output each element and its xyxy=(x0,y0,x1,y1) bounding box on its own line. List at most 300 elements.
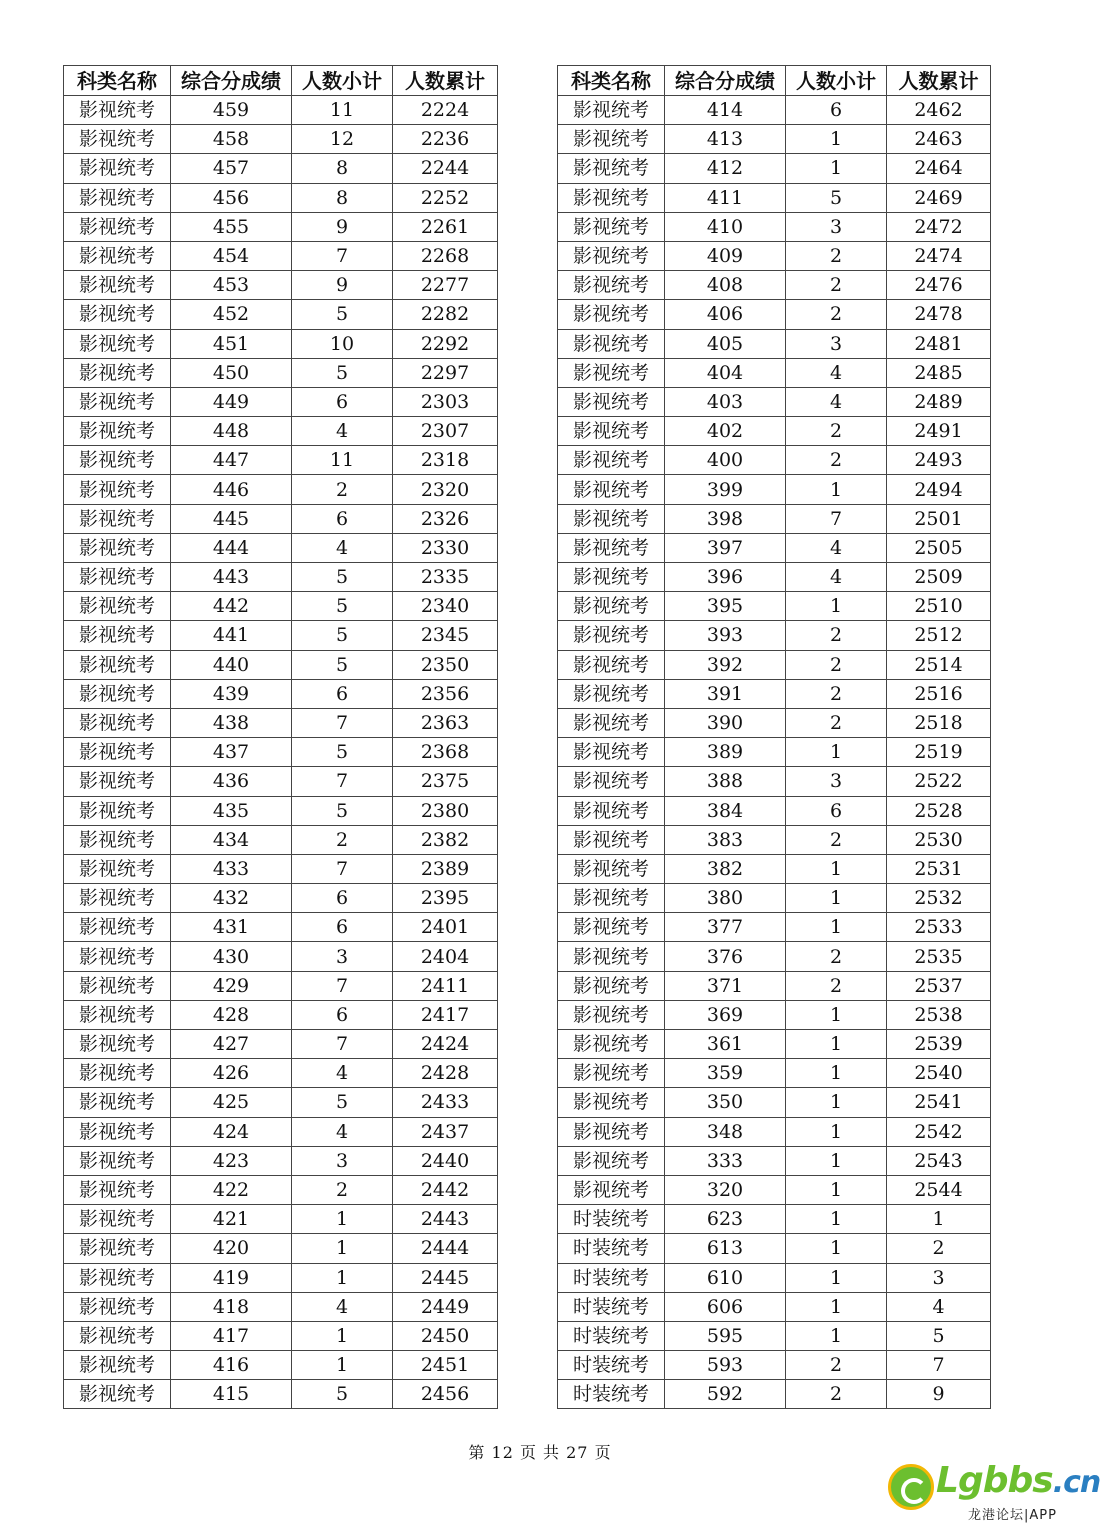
cell-count: 5 xyxy=(292,563,393,592)
cell-category: 影视统考 xyxy=(64,621,171,650)
table-row xyxy=(558,271,991,300)
cell-score: 402 xyxy=(665,417,786,446)
cell-cumulative: 2462 xyxy=(887,96,991,125)
cell-score: 409 xyxy=(665,241,786,270)
cell-score: 438 xyxy=(171,708,292,737)
cell-score: 423 xyxy=(171,1146,292,1175)
cell-count: 7 xyxy=(292,708,393,737)
cell-score: 613 xyxy=(665,1234,786,1263)
cell-score: 445 xyxy=(171,504,292,533)
cell-count: 1 xyxy=(786,1030,887,1059)
table-row xyxy=(64,1263,498,1292)
cell-category: 影视统考 xyxy=(558,300,665,329)
table-row xyxy=(64,271,498,300)
cell-count: 1 xyxy=(292,1321,393,1350)
table-row xyxy=(558,417,991,446)
cell-category: 影视统考 xyxy=(64,329,171,358)
cell-count: 1 xyxy=(786,1263,887,1292)
cell-cumulative: 2537 xyxy=(887,971,991,1000)
table-row xyxy=(64,1000,498,1029)
cell-count: 2 xyxy=(292,475,393,504)
cell-count: 6 xyxy=(292,913,393,942)
cell-cumulative: 2335 xyxy=(393,563,498,592)
table-row xyxy=(558,183,991,212)
cell-count: 7 xyxy=(292,241,393,270)
table-row xyxy=(558,154,991,183)
header-score: 综合分成绩 xyxy=(665,66,786,96)
table-row xyxy=(558,96,991,125)
cell-score: 434 xyxy=(171,825,292,854)
table-row xyxy=(64,1234,498,1263)
cell-score: 348 xyxy=(665,1117,786,1146)
cell-count: 1 xyxy=(292,1351,393,1380)
table-row xyxy=(64,241,498,270)
table-row xyxy=(64,154,498,183)
cell-count: 3 xyxy=(292,942,393,971)
cell-score: 320 xyxy=(665,1175,786,1204)
header-count: 人数小计 xyxy=(292,66,393,96)
cell-count: 5 xyxy=(292,1380,393,1409)
cell-category: 影视统考 xyxy=(558,1030,665,1059)
cell-cumulative: 2368 xyxy=(393,738,498,767)
table-body-left xyxy=(64,96,498,1409)
cell-count: 6 xyxy=(786,796,887,825)
cell-score: 422 xyxy=(171,1175,292,1204)
cell-category: 影视统考 xyxy=(64,884,171,913)
cell-count: 2 xyxy=(786,650,887,679)
cell-cumulative: 2514 xyxy=(887,650,991,679)
cell-category: 影视统考 xyxy=(64,1234,171,1263)
cell-cumulative: 2303 xyxy=(393,387,498,416)
logo-brand: Lgbbs xyxy=(936,1460,1053,1501)
cell-score: 404 xyxy=(665,358,786,387)
cell-score: 448 xyxy=(171,417,292,446)
cell-score: 444 xyxy=(171,533,292,562)
cell-cumulative: 2450 xyxy=(393,1321,498,1350)
cell-category: 影视统考 xyxy=(558,446,665,475)
cell-cumulative: 3 xyxy=(887,1263,991,1292)
cell-count: 1 xyxy=(292,1263,393,1292)
cell-cumulative: 2543 xyxy=(887,1146,991,1175)
cell-count: 11 xyxy=(292,446,393,475)
table-row xyxy=(558,621,991,650)
table-row xyxy=(558,1205,991,1234)
table-row xyxy=(64,650,498,679)
cell-category: 影视统考 xyxy=(64,796,171,825)
cell-score: 595 xyxy=(665,1321,786,1350)
cell-cumulative: 2463 xyxy=(887,125,991,154)
cell-category: 影视统考 xyxy=(558,738,665,767)
cell-category: 影视统考 xyxy=(558,504,665,533)
cell-score: 390 xyxy=(665,708,786,737)
cell-cumulative: 2501 xyxy=(887,504,991,533)
cell-score: 414 xyxy=(665,96,786,125)
cell-category: 时装统考 xyxy=(558,1234,665,1263)
cell-category: 影视统考 xyxy=(558,154,665,183)
cell-cumulative: 2522 xyxy=(887,767,991,796)
cell-cumulative: 2382 xyxy=(393,825,498,854)
cell-count: 1 xyxy=(786,475,887,504)
cell-score: 412 xyxy=(665,154,786,183)
table-row xyxy=(558,679,991,708)
table-row xyxy=(64,417,498,446)
table-row xyxy=(558,475,991,504)
cell-score: 429 xyxy=(171,971,292,1000)
cell-score: 440 xyxy=(171,650,292,679)
cell-score: 432 xyxy=(171,884,292,913)
cell-cumulative: 2478 xyxy=(887,300,991,329)
cell-count: 1 xyxy=(786,1088,887,1117)
cell-category: 影视统考 xyxy=(558,241,665,270)
cell-category: 影视统考 xyxy=(558,387,665,416)
cell-count: 6 xyxy=(292,504,393,533)
cell-cumulative: 2530 xyxy=(887,825,991,854)
cell-score: 424 xyxy=(171,1117,292,1146)
header-cumulative: 人数累计 xyxy=(393,66,498,96)
cell-cumulative: 2350 xyxy=(393,650,498,679)
cell-count: 1 xyxy=(786,1059,887,1088)
cell-count: 2 xyxy=(786,300,887,329)
cell-cumulative: 2440 xyxy=(393,1146,498,1175)
table-row xyxy=(64,679,498,708)
table-row xyxy=(64,125,498,154)
cell-score: 447 xyxy=(171,446,292,475)
cell-count: 2 xyxy=(786,1380,887,1409)
cell-count: 1 xyxy=(786,592,887,621)
table-row xyxy=(558,1263,991,1292)
cell-category: 影视统考 xyxy=(558,96,665,125)
cell-category: 影视统考 xyxy=(64,1351,171,1380)
cell-cumulative: 5 xyxy=(887,1321,991,1350)
cell-cumulative: 2519 xyxy=(887,738,991,767)
cell-count: 1 xyxy=(786,738,887,767)
cell-count: 2 xyxy=(786,271,887,300)
cell-cumulative: 2469 xyxy=(887,183,991,212)
cell-cumulative: 7 xyxy=(887,1351,991,1380)
cell-count: 1 xyxy=(786,1234,887,1263)
cell-count: 2 xyxy=(786,708,887,737)
table-row xyxy=(64,475,498,504)
cell-cumulative: 2474 xyxy=(887,241,991,270)
table-row xyxy=(558,1292,991,1321)
cell-score: 431 xyxy=(171,913,292,942)
cell-category: 影视统考 xyxy=(64,1321,171,1350)
cell-score: 388 xyxy=(665,767,786,796)
watermark-logo xyxy=(888,1460,1100,1524)
cell-score: 389 xyxy=(665,738,786,767)
logo-wordmark xyxy=(936,1460,1100,1501)
cell-category: 影视统考 xyxy=(64,1175,171,1204)
table-row xyxy=(64,300,498,329)
cell-count: 3 xyxy=(786,212,887,241)
cell-category: 影视统考 xyxy=(558,183,665,212)
cell-score: 410 xyxy=(665,212,786,241)
cell-score: 623 xyxy=(665,1205,786,1234)
table-row xyxy=(64,621,498,650)
cell-count: 1 xyxy=(786,1321,887,1350)
table-header-row xyxy=(558,66,991,96)
cell-cumulative: 2244 xyxy=(393,154,498,183)
cell-score: 421 xyxy=(171,1205,292,1234)
cell-score: 428 xyxy=(171,1000,292,1029)
cell-category: 影视统考 xyxy=(64,446,171,475)
logo-domain-suffix: .cn xyxy=(1052,1465,1100,1500)
cell-category: 影视统考 xyxy=(558,271,665,300)
cell-count: 2 xyxy=(786,825,887,854)
cell-score: 350 xyxy=(665,1088,786,1117)
cell-category: 影视统考 xyxy=(64,650,171,679)
cell-cumulative: 2538 xyxy=(887,1000,991,1029)
cell-category: 影视统考 xyxy=(64,854,171,883)
cell-count: 1 xyxy=(292,1205,393,1234)
cell-count: 1 xyxy=(786,854,887,883)
cell-category: 影视统考 xyxy=(64,1088,171,1117)
cell-category: 影视统考 xyxy=(64,913,171,942)
cell-cumulative: 2401 xyxy=(393,913,498,942)
cell-score: 416 xyxy=(171,1351,292,1380)
cell-category: 影视统考 xyxy=(558,358,665,387)
cell-count: 1 xyxy=(786,913,887,942)
cell-category: 影视统考 xyxy=(64,1117,171,1146)
cell-count: 1 xyxy=(786,154,887,183)
cell-score: 439 xyxy=(171,679,292,708)
table-row xyxy=(558,796,991,825)
cell-cumulative: 2451 xyxy=(393,1351,498,1380)
table-row xyxy=(558,125,991,154)
table-row xyxy=(64,767,498,796)
table-row xyxy=(64,1380,498,1409)
cell-category: 影视统考 xyxy=(64,1146,171,1175)
cell-count: 5 xyxy=(292,650,393,679)
table-row xyxy=(64,446,498,475)
cell-category: 影视统考 xyxy=(64,1292,171,1321)
cell-cumulative: 2236 xyxy=(393,125,498,154)
table-row xyxy=(64,1321,498,1350)
cell-cumulative: 2261 xyxy=(393,212,498,241)
cell-score: 425 xyxy=(171,1088,292,1117)
cell-cumulative: 2282 xyxy=(393,300,498,329)
cell-cumulative: 2268 xyxy=(393,241,498,270)
cell-count: 5 xyxy=(292,592,393,621)
cell-score: 458 xyxy=(171,125,292,154)
logo-mark-icon xyxy=(888,1464,934,1510)
cell-category: 影视统考 xyxy=(558,533,665,562)
cell-cumulative: 1 xyxy=(887,1205,991,1234)
table-row xyxy=(64,1146,498,1175)
table-row xyxy=(558,563,991,592)
cell-count: 8 xyxy=(292,154,393,183)
cell-score: 376 xyxy=(665,942,786,971)
cell-category: 影视统考 xyxy=(558,708,665,737)
cell-count: 5 xyxy=(292,358,393,387)
cell-score: 413 xyxy=(665,125,786,154)
table-row xyxy=(64,825,498,854)
cell-cumulative: 2417 xyxy=(393,1000,498,1029)
cell-score: 411 xyxy=(665,183,786,212)
cell-score: 415 xyxy=(171,1380,292,1409)
cell-category: 影视统考 xyxy=(558,825,665,854)
cell-category: 时装统考 xyxy=(558,1263,665,1292)
cell-cumulative: 2464 xyxy=(887,154,991,183)
cell-score: 418 xyxy=(171,1292,292,1321)
table-row xyxy=(558,884,991,913)
cell-score: 433 xyxy=(171,854,292,883)
cell-count: 5 xyxy=(292,300,393,329)
header-category: 科类名称 xyxy=(64,66,171,96)
table-row xyxy=(64,1175,498,1204)
cell-count: 6 xyxy=(292,884,393,913)
cell-category: 影视统考 xyxy=(64,708,171,737)
cell-category: 影视统考 xyxy=(64,1030,171,1059)
cell-score: 453 xyxy=(171,271,292,300)
cell-count: 4 xyxy=(786,563,887,592)
table-row xyxy=(558,913,991,942)
cell-category: 影视统考 xyxy=(64,563,171,592)
cell-cumulative: 2444 xyxy=(393,1234,498,1263)
cell-category: 影视统考 xyxy=(64,533,171,562)
cell-cumulative: 2433 xyxy=(393,1088,498,1117)
cell-category: 影视统考 xyxy=(64,971,171,1000)
cell-cumulative: 2380 xyxy=(393,796,498,825)
table-row xyxy=(558,212,991,241)
table-row xyxy=(558,592,991,621)
table-row xyxy=(64,358,498,387)
cell-category: 影视统考 xyxy=(558,1088,665,1117)
cell-score: 420 xyxy=(171,1234,292,1263)
cell-count: 4 xyxy=(786,387,887,416)
cell-category: 影视统考 xyxy=(558,417,665,446)
cell-category: 时装统考 xyxy=(558,1380,665,1409)
table-row xyxy=(558,738,991,767)
cell-count: 6 xyxy=(292,387,393,416)
cell-cumulative: 2389 xyxy=(393,854,498,883)
cell-count: 3 xyxy=(786,329,887,358)
cell-count: 1 xyxy=(292,1234,393,1263)
header-score: 综合分成绩 xyxy=(171,66,292,96)
table-row xyxy=(558,329,991,358)
cell-cumulative: 2535 xyxy=(887,942,991,971)
cell-cumulative: 2277 xyxy=(393,271,498,300)
cell-category: 影视统考 xyxy=(558,854,665,883)
cell-category: 影视统考 xyxy=(64,738,171,767)
cell-cumulative: 2411 xyxy=(393,971,498,1000)
cell-cumulative: 2505 xyxy=(887,533,991,562)
cell-score: 457 xyxy=(171,154,292,183)
table-row xyxy=(558,1088,991,1117)
table-row xyxy=(64,563,498,592)
cell-score: 361 xyxy=(665,1030,786,1059)
table-row xyxy=(64,971,498,1000)
cell-count: 7 xyxy=(292,1030,393,1059)
cell-cumulative: 2445 xyxy=(393,1263,498,1292)
cell-cumulative: 2456 xyxy=(393,1380,498,1409)
cell-cumulative: 2476 xyxy=(887,271,991,300)
cell-count: 4 xyxy=(292,417,393,446)
cell-category: 影视统考 xyxy=(64,1380,171,1409)
cell-count: 9 xyxy=(292,271,393,300)
cell-cumulative: 2544 xyxy=(887,1175,991,1204)
cell-category: 影视统考 xyxy=(558,767,665,796)
cell-score: 430 xyxy=(171,942,292,971)
cell-count: 8 xyxy=(292,183,393,212)
cell-category: 影视统考 xyxy=(558,1146,665,1175)
cell-cumulative: 2307 xyxy=(393,417,498,446)
cell-category: 影视统考 xyxy=(558,621,665,650)
cell-score: 406 xyxy=(665,300,786,329)
header-cumulative: 人数累计 xyxy=(887,66,991,96)
cell-cumulative: 2472 xyxy=(887,212,991,241)
cell-category: 影视统考 xyxy=(558,1059,665,1088)
cell-score: 393 xyxy=(665,621,786,650)
table-row xyxy=(558,650,991,679)
cell-score: 454 xyxy=(171,241,292,270)
cell-cumulative: 2494 xyxy=(887,475,991,504)
cell-category: 影视统考 xyxy=(558,913,665,942)
cell-category: 影视统考 xyxy=(64,271,171,300)
cell-count: 6 xyxy=(786,96,887,125)
cell-cumulative: 2512 xyxy=(887,621,991,650)
cell-category: 影视统考 xyxy=(558,942,665,971)
cell-category: 影视统考 xyxy=(64,358,171,387)
cell-score: 369 xyxy=(665,1000,786,1029)
table-row xyxy=(64,942,498,971)
cell-category: 影视统考 xyxy=(64,679,171,708)
cell-cumulative: 2532 xyxy=(887,884,991,913)
cell-category: 影视统考 xyxy=(558,1175,665,1204)
table-body-right xyxy=(558,96,991,1409)
cell-count: 2 xyxy=(786,679,887,708)
table-row xyxy=(558,1380,991,1409)
cell-category: 时装统考 xyxy=(558,1292,665,1321)
cell-category: 影视统考 xyxy=(64,942,171,971)
cell-cumulative: 2375 xyxy=(393,767,498,796)
cell-category: 影视统考 xyxy=(558,563,665,592)
cell-score: 333 xyxy=(665,1146,786,1175)
cell-cumulative: 2442 xyxy=(393,1175,498,1204)
cell-count: 5 xyxy=(786,183,887,212)
cell-count: 4 xyxy=(292,1292,393,1321)
cell-cumulative: 2443 xyxy=(393,1205,498,1234)
cell-category: 影视统考 xyxy=(64,592,171,621)
cell-count: 5 xyxy=(292,621,393,650)
cell-count: 4 xyxy=(292,533,393,562)
cell-cumulative: 2516 xyxy=(887,679,991,708)
cell-cumulative: 2437 xyxy=(393,1117,498,1146)
score-table-left xyxy=(63,65,498,1409)
cell-score: 396 xyxy=(665,563,786,592)
cell-count: 5 xyxy=(292,738,393,767)
cell-category: 影视统考 xyxy=(558,329,665,358)
table-row xyxy=(64,1088,498,1117)
cell-category: 影视统考 xyxy=(64,154,171,183)
cell-score: 371 xyxy=(665,971,786,1000)
cell-score: 435 xyxy=(171,796,292,825)
cell-cumulative: 2481 xyxy=(887,329,991,358)
cell-category: 时装统考 xyxy=(558,1205,665,1234)
cell-cumulative: 2318 xyxy=(393,446,498,475)
cell-count: 1 xyxy=(786,1146,887,1175)
table-header-row xyxy=(64,66,498,96)
cell-cumulative: 2404 xyxy=(393,942,498,971)
cell-count: 11 xyxy=(292,96,393,125)
cell-score: 417 xyxy=(171,1321,292,1350)
cell-cumulative: 2224 xyxy=(393,96,498,125)
table-row xyxy=(64,387,498,416)
cell-count: 5 xyxy=(292,1088,393,1117)
cell-count: 1 xyxy=(786,1205,887,1234)
cell-score: 455 xyxy=(171,212,292,241)
cell-cumulative: 2297 xyxy=(393,358,498,387)
